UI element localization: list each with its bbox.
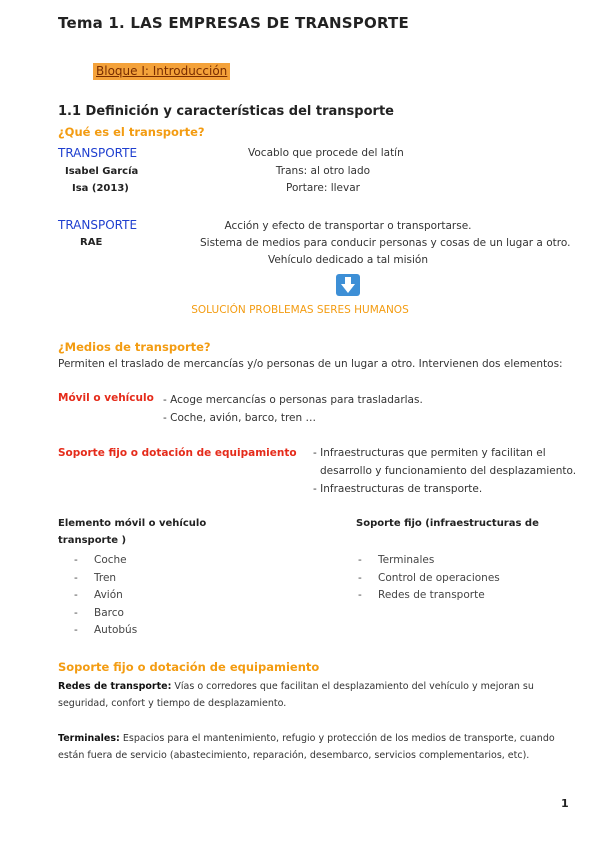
redes-text: Vías o corredores que facilitan el desplazamiento del vehículo y mejoran su seguridad, confort y tiempo de desplazamiento. <box>58 681 534 709</box>
page-title: Tema 1. LAS EMPRESAS DE TRANSPORTE <box>58 14 409 32</box>
list-item: - Avión <box>74 589 123 601</box>
list-item: - Control de operaciones <box>358 572 500 584</box>
list-item: - Autobús <box>74 624 138 636</box>
list-item: - Tren <box>74 572 117 584</box>
def1-line-1: Vocablo que procede del latín <box>248 147 404 159</box>
movil-item-2: - Coche, avión, barco, tren … <box>163 412 316 424</box>
terminales-paragraph <box>58 730 573 764</box>
question-means-of-transport: ¿Medios de transporte? <box>58 340 211 354</box>
soporte-item-1: - Infraestructuras que permiten y facilitan el <box>313 447 546 459</box>
soporte-item-3: - Infraestructuras de transporte. <box>313 483 483 495</box>
def1-author-name: Isabel García <box>65 166 139 177</box>
soporte-label: Soporte fijo o dotación de equipamiento <box>58 447 297 459</box>
def1-line-2: Trans: al otro lado <box>275 165 371 177</box>
solution-text: SOLUCIÓN PROBLEMAS SERES HUMANOS <box>191 304 409 316</box>
terminales-label: Terminales: <box>58 733 120 744</box>
def1-line-3: Portare: llevar <box>286 182 360 194</box>
col-left-heading-2: transporte ) <box>58 535 127 546</box>
def1-author-year: Isa (2013) <box>72 183 129 194</box>
movil-item-1: - Acoge mercancías o personas para trasladarlas. <box>163 394 423 406</box>
def2-author: RAE <box>80 237 103 248</box>
page-number: 1 <box>561 797 569 810</box>
arrow-down-icon <box>336 274 360 296</box>
def2-line-3: Vehículo dedicado a tal misión <box>267 254 429 266</box>
list-item: - Redes de transporte <box>358 589 485 601</box>
redes-paragraph <box>58 678 548 712</box>
col-left-heading-1: Elemento móvil o vehículo <box>58 518 207 529</box>
redes-label: Redes de transporte: <box>58 681 172 692</box>
bloque-label: Bloque I: Introducción <box>93 63 230 80</box>
soporte-section-heading: Soporte fijo o dotación de equipamiento <box>58 660 320 674</box>
def2-term: TRANSPORTE <box>58 218 138 232</box>
def2-line-2: Sistema de medios para conducir personas y cosas de un lugar a otro. <box>200 237 571 249</box>
list-item: - Coche <box>74 554 127 566</box>
def1-term: TRANSPORTE <box>58 146 138 160</box>
section-heading: 1.1 Definición y características del transporte <box>58 104 394 119</box>
terminales-text: Espacios para el mantenimiento, refugio y protección de los medios de transporte, cuando están fuera de servicio (abastecimiento, reparación, desembarco, servicios complementarios, etc). <box>58 733 555 761</box>
medios-intro: Permiten el traslado de mercancías y/o personas de un lugar a otro. Intervienen dos elementos: <box>58 358 563 370</box>
list-item: - Terminales <box>358 554 435 566</box>
soporte-item-2: desarrollo y funcionamiento del desplazamiento. <box>320 465 577 477</box>
movil-label: Móvil o vehículo <box>58 392 154 404</box>
list-item: - Barco <box>74 607 124 619</box>
col-right-heading: Soporte fijo (infraestructuras de <box>356 518 539 529</box>
def2-line-1: Acción y efecto de transportar o transportarse. <box>224 220 472 232</box>
question-what-is-transport: ¿Qué es el transporte? <box>58 125 205 139</box>
